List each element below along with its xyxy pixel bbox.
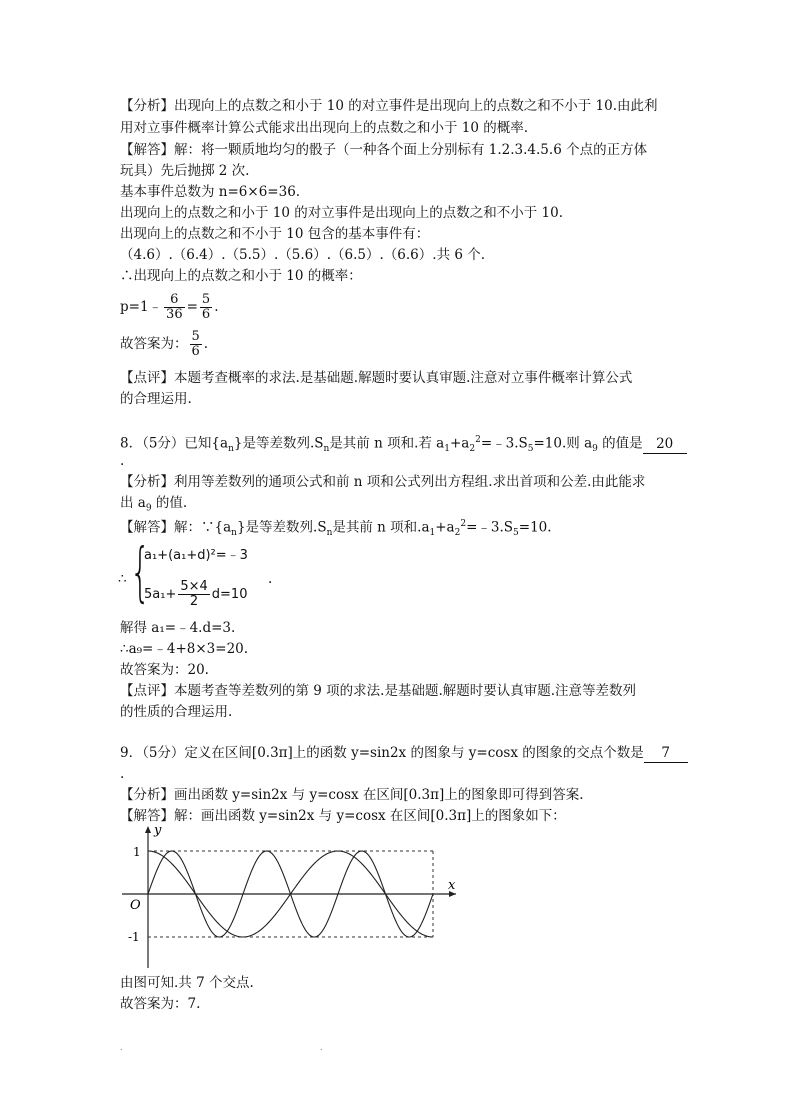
system-dot: .: [268, 571, 273, 587]
q7-solution-line4: 出现向上的点数之和小于 10 的对立事件是出现向上的点数之和不小于 10.: [120, 205, 564, 221]
footer-dot-left: .: [120, 1043, 123, 1052]
equation-2: 5a₁+ $\frac{5\times 4}{2}$ d=10: [144, 579, 248, 609]
q8-analysis-line2: 出 $a_9$ 的值.: [120, 495, 188, 514]
tick-label-1: 1: [133, 845, 141, 859]
q8-answer-blank: 20: [643, 435, 687, 454]
q8-question: 8．（5分）已知$\{a_n\}$是等差数列$.S_n$是其前 n 项和.若 $a_1+a_2^2=﹣3.S_5=10$.则 $a_9$ 的值是 20: [120, 431, 687, 458]
footer-dot-right: .: [320, 1043, 323, 1052]
q8-comment-line1: 【点评】本题考查等差数列的第 9 项的求法.是基础题.解题时要认真审题.注意等差数列: [120, 683, 637, 699]
sin-cos-graph: [116, 822, 466, 972]
fraction-5x4-2: $\frac{5\times 4}{2}$: [180, 579, 208, 609]
q7-solution-line2: 玩具）先后抛掷 2 次.: [120, 163, 250, 179]
q9-question: 9．（5分）定义在区间[0.3π]上的函数 y=sin2x 的图象与 y=cosx 的图象的交点个数是 7: [120, 744, 688, 763]
y-axis-label: y: [154, 823, 162, 838]
q7-analysis-line2: 用对立事件概率计算公式能求出出现向上的点数之和小于 10 的概率.: [120, 120, 529, 136]
q7-analysis-line1: 【分析】出现向上的点数之和小于 10 的对立事件是出现向上的点数之和不小于 10.由此利: [120, 98, 658, 114]
fraction-6-36: $\frac{6}{36}$: [166, 292, 183, 322]
q9-analysis: 【分析】画出函数 y=sin2x 与 y=cosx 在区间[0.3π]上的图象即可得到答案.: [120, 787, 584, 803]
q8-analysis-line1: 【分析】利用等差数列的通项公式和前 n 项和公式列出方程组.求出首项和公差.由此能求: [120, 474, 646, 490]
equation-system: [118, 536, 288, 612]
q8-solution-line1: 【解答】解：$\because\{a_n\}$是等差数列$.S_n$是其前 n 项和$.a_1+a_2^2=﹣3.S_5=10$.: [120, 519, 552, 539]
origin-label: O: [130, 898, 141, 913]
fraction-5-6: $\frac{5}{6}$: [201, 292, 211, 322]
q7-solution-line7: ∴出现向上的点数之和小于 10 的概率：: [120, 268, 362, 284]
q7-probability-formula: p=1﹣ $\frac{6}{36}$ = $\frac{5}{6}$ .: [120, 292, 219, 322]
equation-1: a₁+(a₁+d)²=﹣3: [144, 548, 248, 563]
q7-solution-line5: 出现向上的点数之和不小于 10 包含的基本事件有：: [120, 226, 430, 242]
q7-comment-line1: 【点评】本题考查概率的求法.是基础题.解题时要认真审题.注意对立事件概率计算公式: [120, 370, 633, 386]
q7-comment-line2: 的合理运用.: [120, 391, 192, 407]
q9-result-line: 由图可知.共 7 个交点.: [120, 975, 254, 991]
q9-answer-line: 故答案为：7.: [120, 996, 201, 1012]
y-axis-arrow-icon: [145, 826, 151, 833]
q7-solution-line1: 【解答】解：将一颗质地均匀的骰子（一种各个面上分别标有 1.2.3.4.5.6 个点的正方体: [120, 142, 648, 158]
q8-answer-line: 故答案为：20.: [120, 662, 209, 678]
q7-answer-line: 故答案为： $\frac{5}{6}$ .: [120, 329, 209, 359]
q8-result-line2: ∴a₉=﹣4+8×3=20.: [120, 641, 249, 657]
q8-result-line1: 解得 a₁=﹣4.d=3.: [120, 620, 236, 636]
q9-answer-blank: 7: [644, 744, 688, 763]
left-brace: {: [130, 536, 151, 610]
q9-solution-line1: 【解答】解：画出函数 y=sin2x 与 y=cosx 在区间[0.3π]上的图象如下：: [120, 808, 566, 824]
q7-solution-line3: 基本事件总数为 n=6×6=36.: [120, 184, 301, 200]
q7-solution-line6: （4.6）.（6.4）.（5.5）.（5.6）.（6.5）.（6.6）.共 6 个.: [120, 247, 486, 263]
answer-fraction: $\frac{5}{6}$: [191, 329, 200, 359]
q8-question-dot: .: [120, 453, 125, 469]
q8-comment-line2: 的性质的合理运用.: [120, 704, 233, 720]
tick-label-neg1: -1: [128, 930, 140, 944]
therefore-symbol: ∴: [118, 571, 127, 587]
q9-question-dot: .: [120, 766, 125, 782]
x-axis-label: x: [448, 878, 456, 893]
